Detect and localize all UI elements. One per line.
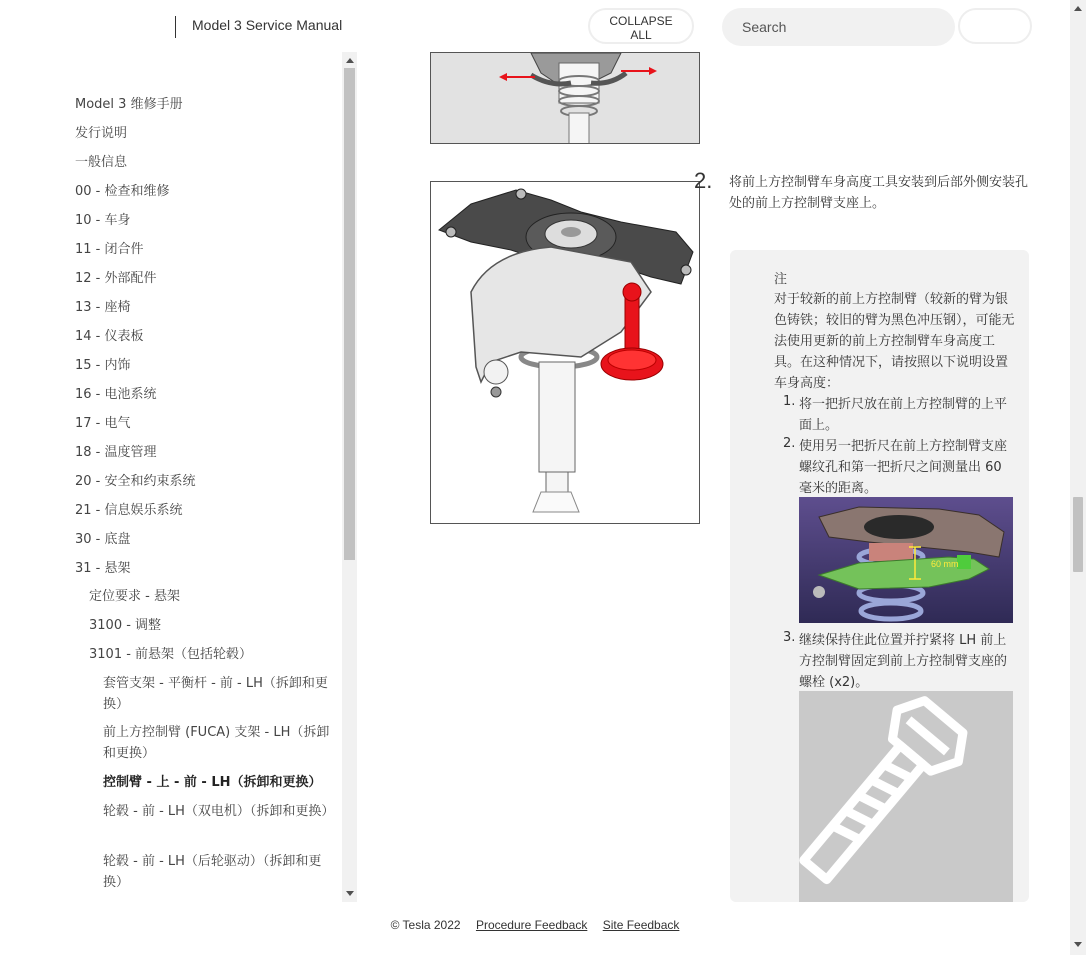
scroll-up-arrow-icon[interactable] — [346, 58, 354, 63]
note-text: 对于较新的前上方控制臂（较新的臂为银色铸铁；较旧的臂为黑色冲压钢），可能无法使用更新的前上方控制臂车身高度工具。在这种情况下，请按照以下说明设置车身高度： — [774, 292, 1015, 391]
figure-previous-step — [430, 52, 700, 144]
sidebar-item-13[interactable]: 13 - 座椅 — [75, 300, 131, 315]
measurement-label: 60 mm — [931, 559, 959, 569]
sidebar-item-14[interactable]: 14 - 仪表板 — [75, 329, 144, 344]
sidebar-item-10[interactable]: 10 - 车身 — [75, 213, 131, 228]
sidebar-item-bushing-bracket[interactable]: 套管支架 - 平衡杆 - 前 - LH（拆卸和更换） — [103, 676, 328, 712]
sidebar-item-11[interactable]: 11 - 闭合件 — [75, 242, 144, 257]
figure-body-height-tool — [430, 181, 700, 524]
sidebar-item-manual[interactable]: Model 3 维修手册 — [75, 97, 183, 112]
page-scrollbar-thumb[interactable] — [1073, 497, 1083, 572]
suspension-tool-illustration — [431, 182, 699, 523]
procedure-feedback-link[interactable]: Procedure Feedback — [475, 918, 588, 932]
step-instruction-text: 将前上方控制臂车身高度工具安装到后部外侧安装孔处的前上方控制臂支座上。 — [729, 175, 1029, 211]
suspension-partial-illustration — [431, 53, 700, 144]
sidebar-item-release-notes[interactable]: 发行说明 — [75, 126, 128, 141]
sidebar-item-hub-dual-motor[interactable]: 轮毂 - 前 - LH（双电机）（拆卸和更换） — [103, 804, 335, 819]
sidebar-item-18[interactable]: 18 - 温度管理 — [75, 445, 157, 460]
scroll-down-arrow-icon[interactable] — [346, 891, 354, 896]
sidebar-item-00[interactable]: 00 - 检查和维修 — [75, 184, 170, 199]
sidebar-item-general-info[interactable]: 一般信息 — [75, 155, 128, 170]
header-divider — [175, 16, 176, 38]
sidebar-item-3100[interactable]: 3100 - 调整 — [89, 618, 162, 633]
page-scrollbar[interactable] — [1070, 0, 1086, 955]
sidebar-item-16[interactable]: 16 - 电池系统 — [75, 387, 157, 402]
site-feedback-link[interactable]: Site Feedback — [602, 918, 680, 932]
manual-title[interactable]: Model 3 Service Manual — [192, 17, 343, 33]
step-number: 2. — [694, 168, 713, 193]
note-list-item: 继续保持住此位置并拧紧将 LH 前上方控制臂固定到前上方控制臂支座的螺栓 (x2)。 — [799, 633, 1008, 690]
footer-copyright: © Tesla 2022 — [390, 918, 461, 932]
sidebar-item-fuca-bracket[interactable]: 前上方控制臂 (FUCA) 支架 - LH（拆卸和更换） — [103, 725, 330, 761]
sidebar-nav — [0, 52, 342, 902]
sidebar-item-15[interactable]: 15 - 内饰 — [75, 358, 131, 373]
page-scroll-up-arrow-icon[interactable] — [1074, 6, 1082, 11]
sidebar-item-30[interactable]: 30 - 底盘 — [75, 532, 131, 547]
footer — [0, 918, 1070, 942]
collapse-label-line1: COLLAPSE — [609, 14, 673, 28]
sidebar-item-hub-rwd[interactable]: 轮毂 - 前 - LH（后轮驱动）（拆卸和更换） — [103, 854, 322, 890]
collapse-label-line2: ALL — [630, 28, 652, 42]
search-input[interactable] — [722, 8, 955, 46]
sidebar-item-12[interactable]: 12 - 外部配件 — [75, 271, 157, 286]
collapse-all-button[interactable] — [588, 8, 694, 44]
note-list-item: 使用另一把折尺在前上方控制臂支座螺纹孔和第一把折尺之间测量出 60 毫米的距离。 — [799, 439, 1008, 496]
measurement-60mm-image — [799, 497, 1013, 623]
search-button[interactable] — [958, 8, 1032, 44]
page-scroll-down-arrow-icon[interactable] — [1074, 942, 1082, 947]
note-title: 注 — [774, 272, 788, 287]
sidebar-item-alignment[interactable]: 定位要求 - 悬架 — [89, 589, 180, 604]
note-list-number: 2. — [783, 436, 796, 451]
note-list-item: 将一把折尺放在前上方控制臂的上平面上。 — [799, 397, 1008, 433]
bolt-icon — [799, 691, 1013, 902]
sidebar-item-21[interactable]: 21 - 信息娱乐系统 — [75, 503, 183, 518]
sidebar-scrollbar-thumb[interactable] — [344, 68, 355, 560]
sidebar-item-upper-control-arm[interactable]: 控制臂 - 上 - 前 - LH（拆卸和更换） — [103, 775, 322, 790]
sidebar-item-17[interactable]: 17 - 电气 — [75, 416, 131, 431]
sidebar-item-20[interactable]: 20 - 安全和约束系统 — [75, 474, 196, 489]
sidebar-item-31[interactable]: 31 - 悬架 — [75, 561, 131, 576]
note-list-number: 1. — [783, 394, 796, 409]
sidebar-item-3101[interactable]: 3101 - 前悬架（包括轮毂） — [89, 647, 253, 662]
note-list-number: 3. — [783, 630, 796, 645]
